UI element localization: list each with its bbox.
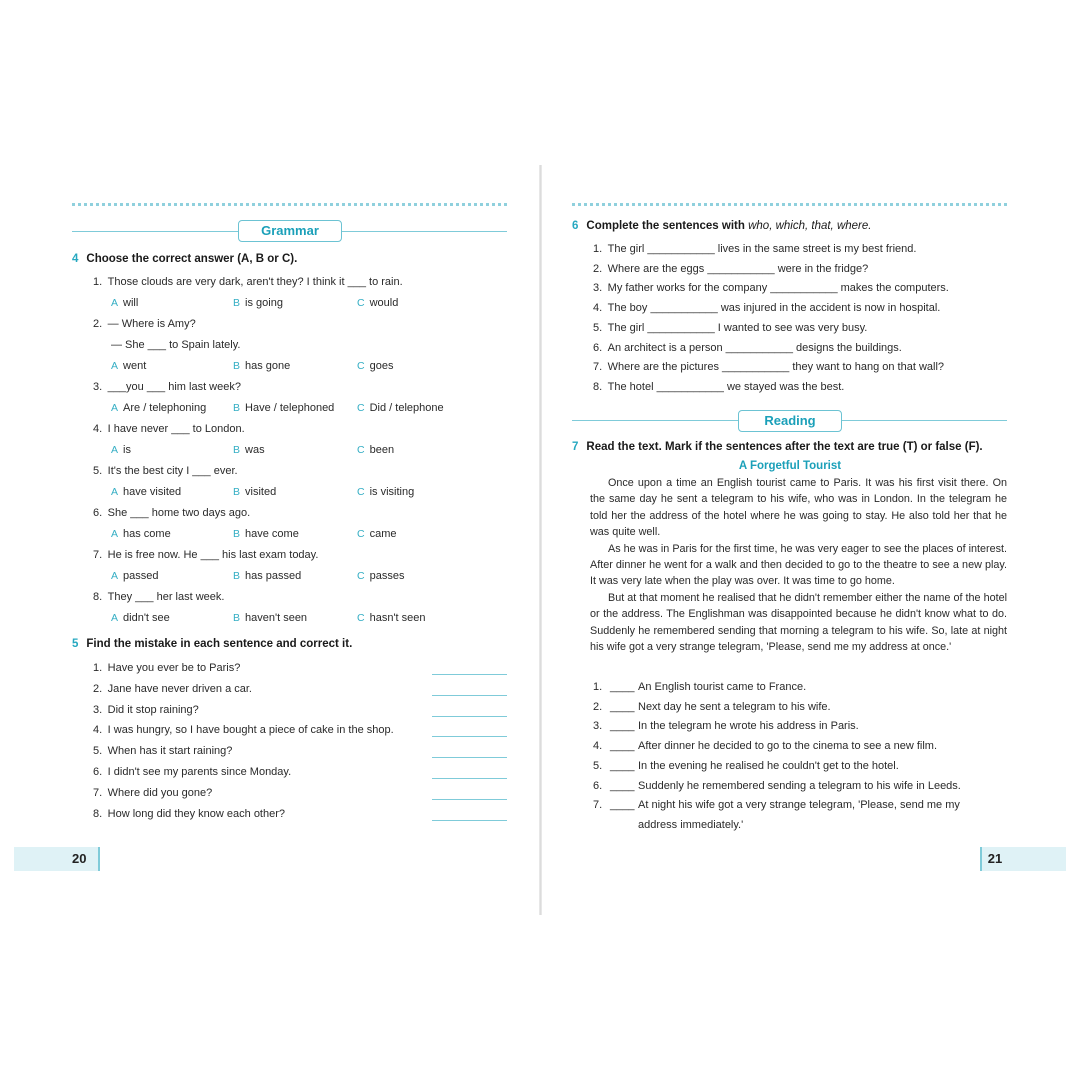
- answer-option-b: [233, 570, 301, 582]
- book-spine: [539, 165, 542, 915]
- answer-option-a: [111, 528, 171, 540]
- true-false-blank: ____: [610, 759, 635, 772]
- option-text: hasn't seen: [369, 612, 426, 624]
- question-text: 4. I have never ___ to London.: [93, 423, 245, 435]
- story-title: A Forgetful Tourist: [738, 460, 842, 472]
- answer-line: [432, 695, 507, 696]
- exercise-5-heading: [72, 638, 352, 650]
- statement-number: 5.: [593, 759, 603, 772]
- option-text: have come: [245, 528, 299, 540]
- answer-option-b: [233, 402, 334, 414]
- option-text: has gone: [245, 360, 291, 372]
- option-letter: C: [357, 612, 365, 624]
- exercise-number: 5: [72, 638, 79, 650]
- section-title-reading: Reading: [738, 410, 842, 432]
- option-letter: A: [111, 297, 119, 309]
- statement-text: Next day he sent a telegram to his wife.: [638, 700, 831, 713]
- option-text: didn't see: [123, 612, 170, 624]
- answer-option-c: [357, 486, 414, 498]
- exercise-number: 7: [572, 441, 579, 453]
- option-letter: B: [233, 612, 241, 624]
- answer-option-a: [111, 297, 138, 309]
- option-letter: B: [233, 486, 241, 498]
- true-false-blank: ____: [610, 740, 635, 753]
- true-false-blank: ____: [610, 720, 635, 733]
- statement-text: Suddenly he remembered sending a telegram to his wife in Leeds.: [638, 779, 961, 792]
- story-paragraph: Once upon a time an English tourist came to Paris. It was his first visit there. On the same day he sent a telegram to his wife, who was in London. In the telegram he told her the address of the hotel where he was going to stay. He also told her that he was quite well.: [590, 477, 1007, 539]
- option-text: was: [245, 444, 265, 456]
- statement-number: 4.: [593, 740, 603, 753]
- answer-option-b: [233, 444, 265, 456]
- option-text: Have / telephoned: [245, 402, 335, 414]
- dotted-rule: [572, 203, 1007, 206]
- answer-option-a: [111, 360, 146, 372]
- option-text: goes: [369, 360, 394, 372]
- option-text: will: [123, 297, 139, 309]
- exercise-title-words: who, which, that, where.: [748, 220, 872, 232]
- option-text: passed: [123, 570, 159, 582]
- true-false-blank: ____: [610, 779, 635, 792]
- option-letter: B: [233, 444, 241, 456]
- option-text: Are / telephoning: [123, 402, 207, 414]
- exercise-title: Choose the correct answer (A, B or C).: [86, 253, 298, 265]
- answer-line: [432, 757, 507, 758]
- sentence-text: 4. I was hungry, so I have bought a piece of cake in the shop.: [93, 724, 394, 737]
- option-letter: C: [357, 402, 365, 414]
- sentence-text: 3. Did it stop raining?: [93, 703, 199, 716]
- option-letter: B: [233, 297, 241, 309]
- answer-option-c: [357, 570, 404, 582]
- option-text: have visited: [123, 486, 182, 498]
- answer-line: [432, 820, 507, 821]
- statement-number: 7.: [593, 799, 603, 812]
- statement-text: After dinner he decided to go to the cinema to see a new film.: [638, 740, 938, 753]
- option-letter: C: [357, 528, 365, 540]
- sentence-text: 6. I didn't see my parents since Monday.: [93, 766, 292, 778]
- answer-line: [432, 716, 507, 717]
- sentence-text: 8. The hotel ___________ we stayed was the best.: [593, 380, 845, 393]
- answer-option-c: [357, 612, 426, 624]
- exercise-title: Read the text. Mark if the sentences after the text are true (T) or false (F).: [586, 441, 983, 453]
- section-title-grammar: Grammar: [238, 220, 342, 242]
- option-text: would: [369, 297, 399, 309]
- option-letter: A: [111, 444, 119, 456]
- option-text: is: [123, 444, 131, 456]
- answer-option-b: [233, 360, 290, 372]
- statement-number: 1.: [593, 681, 603, 693]
- statement-text: At night his wife got a very strange telegram, 'Please, send me my: [638, 799, 960, 812]
- question-text: 2. — Where is Amy?: [93, 318, 196, 330]
- true-false-blank: ____: [610, 799, 635, 812]
- option-letter: C: [357, 570, 365, 582]
- option-letter: A: [111, 360, 119, 372]
- story-text: [590, 475, 1007, 655]
- option-text: is going: [245, 297, 283, 309]
- sentence-text: 7. Where are the pictures ___________ they want to hang on that wall?: [593, 361, 945, 374]
- option-text: came: [369, 528, 397, 540]
- sentence-text: 7. Where did you gone?: [93, 786, 213, 799]
- option-text: is visiting: [369, 486, 415, 498]
- exercise-title: Find the mistake in each sentence and correct it.: [86, 638, 353, 650]
- statement-number: 2.: [593, 700, 603, 713]
- sentence-text: 4. The boy ___________ was injured in the accident is now in hospital.: [593, 302, 941, 315]
- option-letter: A: [111, 528, 119, 540]
- sentence-text: 2. Jane have never driven a car.: [93, 682, 252, 695]
- exercise-4-heading: [72, 253, 297, 265]
- answer-option-a: [111, 486, 181, 498]
- option-letter: A: [111, 612, 119, 624]
- statement-text: An English tourist came to France.: [638, 681, 807, 693]
- option-letter: A: [111, 570, 119, 582]
- exercise-6-heading: [572, 220, 871, 232]
- sentence-text: 1. The girl ___________ lives in the same street is my best friend.: [593, 243, 917, 255]
- exercise-number: 4: [72, 253, 79, 265]
- answer-option-a: [111, 570, 159, 582]
- option-letter: C: [357, 444, 365, 456]
- option-text: went: [123, 360, 147, 372]
- question-text: 1. Those clouds are very dark, aren't they? I think it ___ to rain.: [93, 276, 403, 288]
- true-false-blank: ____: [610, 681, 635, 693]
- sentence-text: 1. Have you ever be to Paris?: [93, 662, 241, 674]
- answer-option-a: [111, 612, 170, 624]
- answer-option-b: [233, 528, 299, 540]
- sentence-text: 3. My father works for the company ___________ makes the computers.: [593, 282, 949, 295]
- true-false-blank: ____: [610, 700, 635, 713]
- question-text: 5. It's the best city I ___ ever.: [93, 465, 238, 477]
- exercise-7-heading: [572, 441, 983, 453]
- option-text: has passed: [245, 570, 302, 582]
- option-text: has come: [123, 528, 171, 540]
- sentence-text: 2. Where are the eggs ___________ were in the fridge?: [593, 262, 869, 275]
- answer-option-c: [357, 444, 394, 456]
- question-text: — She ___ to Spain lately.: [111, 339, 241, 351]
- answer-option-a: [111, 444, 131, 456]
- option-letter: A: [111, 402, 119, 414]
- answer-option-b: [233, 486, 276, 498]
- answer-option-c: [357, 528, 397, 540]
- option-letter: B: [233, 570, 241, 582]
- option-text: been: [369, 444, 395, 456]
- option-letter: C: [357, 486, 365, 498]
- question-text: 3. ___you ___ him last week?: [93, 381, 241, 393]
- statement-number: 6.: [593, 779, 603, 792]
- option-letter: B: [233, 402, 241, 414]
- statement-number: 3.: [593, 720, 603, 733]
- answer-option-b: [233, 612, 307, 624]
- exercise-title: Complete the sentences with: [586, 220, 749, 232]
- option-letter: B: [233, 360, 241, 372]
- sentence-text: 8. How long did they know each other?: [93, 807, 286, 820]
- sentence-text: 6. An architect is a person ___________ designs the buildings.: [593, 341, 902, 354]
- page-number: 20: [72, 847, 100, 871]
- exercise-number: 6: [572, 220, 579, 232]
- option-text: Did / telephone: [369, 402, 444, 414]
- option-letter: A: [111, 486, 119, 498]
- answer-line: [432, 736, 507, 737]
- statement-text: In the telegram he wrote his address in Paris.: [638, 720, 859, 733]
- answer-line: [432, 674, 507, 675]
- question-text: 8. They ___ her last week.: [93, 591, 225, 603]
- option-letter: B: [233, 528, 241, 540]
- statement-text: address immediately.': [638, 819, 744, 832]
- answer-line: [432, 778, 507, 779]
- option-text: visited: [245, 486, 277, 498]
- question-text: 7. He is free now. He ___ his last exam today.: [93, 549, 319, 561]
- sentence-text: 5. When has it start raining?: [93, 745, 233, 758]
- story-paragraph: But at that moment he realised that he didn't remember either the name of the hotel or the address. The Englishman was disappointed because he didn't know what to do. Suddenly he remembered sending that morning a telegram to his wife. So, late at night his wife got a very strange telegram, 'Please, send me my address at once.': [590, 591, 1007, 654]
- sentence-text: 5. The girl ___________ I wanted to see was very busy.: [593, 321, 868, 334]
- story-paragraph: As he was in Paris for the first time, he was very eager to see the places of interest. After dinner he went for a walk and then decided to go to the theatre to see a new play. It was very late when the play was over. It was time to go home.: [590, 542, 1007, 588]
- answer-option-c: [357, 360, 393, 372]
- answer-option-b: [233, 297, 283, 309]
- answer-option-c: [357, 402, 444, 414]
- option-text: passes: [369, 570, 405, 582]
- answer-line: [432, 799, 507, 800]
- answer-option-c: [357, 297, 398, 309]
- option-letter: C: [357, 360, 365, 372]
- option-text: haven't seen: [245, 612, 308, 624]
- question-text: 6. She ___ home two days ago.: [93, 507, 251, 519]
- answer-option-a: [111, 402, 206, 414]
- option-letter: C: [357, 297, 365, 309]
- statement-text: In the evening he realised he couldn't get to the hotel.: [638, 759, 899, 772]
- page-number: 21: [980, 847, 1008, 871]
- dotted-rule: [72, 203, 507, 206]
